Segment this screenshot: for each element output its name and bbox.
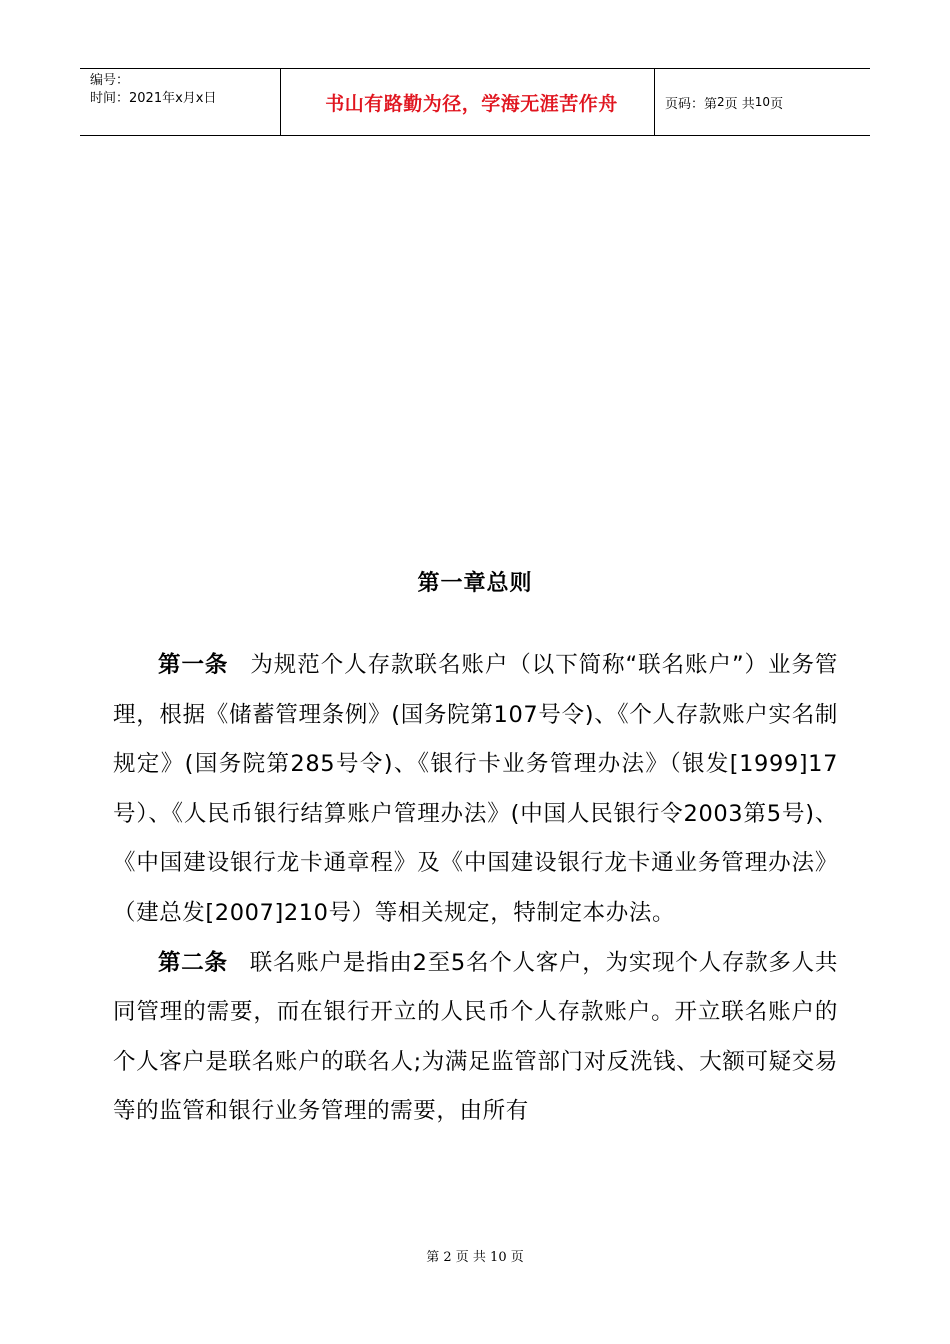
page-info-prefix: 页码：第: [665, 96, 718, 112]
document-date-label: 时间：2021年x月x日: [90, 91, 217, 106]
article-label: 第二条: [158, 949, 228, 976]
document-number-label: 编号：: [90, 73, 130, 88]
document-body: [113, 641, 838, 1137]
chapter-title: 第一章总则: [417, 571, 533, 596]
page-info-mid: 页 共: [724, 96, 755, 112]
page-info-suffix: 页: [770, 96, 784, 112]
article-paragraph: [113, 939, 838, 1137]
page-current-number: 2: [717, 95, 725, 109]
page-footer: 第 2 页 共 10 页: [426, 1250, 524, 1265]
article-text: 为规范个人存款联名账户（以下简称“联名账户”）业务管理，根据《储蓄管理条例》(国务院第107号令)、《个人存款账户实名制规定》(国务院第285号令)、《银行卡业务管理办法》（银发[1999]17号）、《人民币银行结算账户管理办法》(中国人民银行令2003第5号)、《中国建设银行龙卡通章程》及《中国建设银行龙卡通业务管理办法》（建总发[2007]210号）等相关规定，特制定本办法。: [113, 652, 838, 926]
page-header: [80, 68, 870, 136]
header-meta-cell: [80, 69, 281, 135]
article-paragraph: [113, 641, 838, 939]
page-total-number: 10: [754, 95, 771, 109]
header-motto-cell: [281, 69, 655, 135]
article-label: 第一条: [158, 652, 229, 678]
article-text: 联名账户是指由2至5名个人客户，为实现个人存款多人共同管理的需要，而在银行开立的人民币个人存款账户。开立联名账户的个人客户是联名账户的联名人;为满足监管部门对反洗钱、大额可疑交易等的监管和银行业务管理的需要，由所有: [113, 949, 838, 1125]
header-motto: 书山有路勤为径，学海无涯苦作舟: [325, 92, 618, 115]
header-page-cell: [655, 69, 870, 135]
